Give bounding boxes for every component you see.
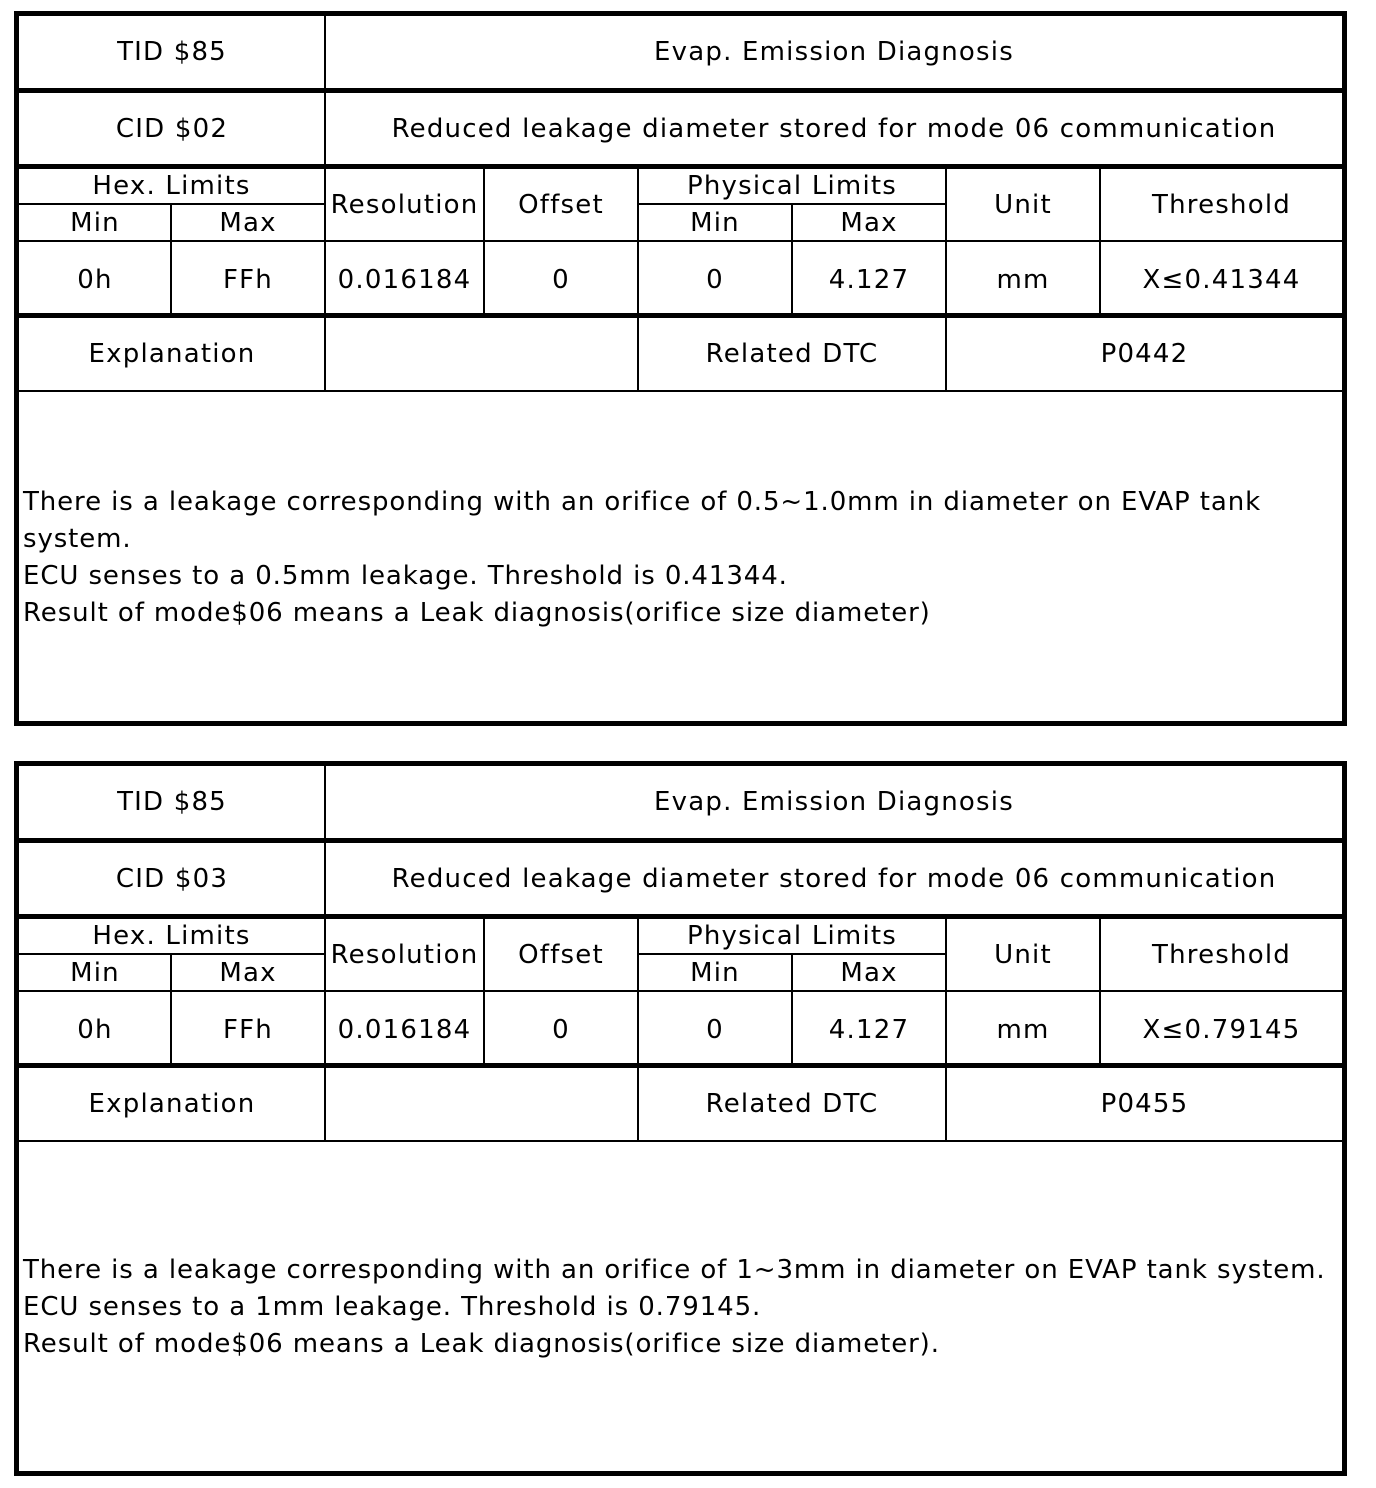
explanation-label: Explanation bbox=[88, 339, 256, 369]
physical-limits-header: Physical Limits bbox=[686, 921, 898, 951]
resolution-value: 0.016184 bbox=[337, 1015, 472, 1045]
cid-description: Reduced leakage diameter stored for mode 06 communication bbox=[391, 113, 1277, 144]
offset-value: 0 bbox=[552, 265, 570, 295]
hex-max-value: FFh bbox=[223, 265, 273, 295]
offset-header: Offset bbox=[518, 189, 604, 220]
limits-block bbox=[19, 919, 1342, 1068]
related-dtc-value: P0442 bbox=[1100, 339, 1189, 369]
hex-min-value: 0h bbox=[77, 265, 113, 295]
explanation-text: There is a leakage corresponding with an orifice of 0.5~1.0mm in diameter on EVAP tank system. ECU senses to a 0.5mm leakage. Threshold is 0.41344. Result of mode$06 means a Leak diagnosis(orifice size diameter) bbox=[23, 487, 1262, 628]
hex-limits-header: Hex. Limits bbox=[92, 921, 251, 951]
hex-max-header: Max bbox=[219, 207, 277, 238]
hex-min-header: Min bbox=[70, 957, 120, 988]
diagnosis-table-1 bbox=[14, 11, 1347, 726]
explanation-header-row bbox=[19, 1068, 1342, 1140]
hex-max-value: FFh bbox=[223, 1015, 273, 1045]
related-dtc-label: Related DTC bbox=[705, 339, 879, 369]
threshold-value: X≤0.79145 bbox=[1142, 1015, 1301, 1045]
threshold-header: Threshold bbox=[1152, 189, 1291, 220]
offset-value: 0 bbox=[552, 1015, 570, 1045]
physical-limits-header: Physical Limits bbox=[686, 171, 898, 201]
diagnosis-table-2 bbox=[14, 761, 1347, 1476]
offset-header: Offset bbox=[518, 939, 604, 970]
explanation-label: Explanation bbox=[88, 1089, 256, 1119]
cid-description: Reduced leakage diameter stored for mode 06 communication bbox=[391, 863, 1277, 894]
related-dtc-value: P0455 bbox=[1100, 1089, 1189, 1119]
unit-header: Unit bbox=[994, 939, 1052, 970]
explanation-body bbox=[19, 1142, 1342, 1471]
explanation-header-row bbox=[19, 318, 1342, 390]
explanation-text: There is a leakage corresponding with an orifice of 1~3mm in diameter on EVAP tank system. ECU senses to a 1mm leakage. Threshold is 0.79145. Result of mode$06 means a Leak diagnosis(orifice size diameter). bbox=[23, 1255, 1326, 1359]
cid-row bbox=[19, 93, 1342, 164]
phys-min-value: 0 bbox=[706, 265, 724, 295]
tid-label: TID $85 bbox=[117, 787, 227, 817]
related-dtc-label: Related DTC bbox=[705, 1089, 879, 1119]
explanation-body bbox=[19, 392, 1342, 721]
limits-block bbox=[19, 169, 1342, 318]
tid-label: TID $85 bbox=[117, 37, 227, 67]
cid-row bbox=[19, 843, 1342, 914]
hex-min-value: 0h bbox=[77, 1015, 113, 1045]
unit-header: Unit bbox=[994, 189, 1052, 220]
phys-max-header: Max bbox=[840, 957, 898, 988]
hex-limits-header: Hex. Limits bbox=[92, 171, 251, 201]
cid-label: CID $03 bbox=[115, 863, 229, 894]
phys-min-header: Min bbox=[690, 957, 740, 988]
hex-min-header: Min bbox=[70, 207, 120, 238]
phys-min-header: Min bbox=[690, 207, 740, 238]
threshold-header: Threshold bbox=[1152, 939, 1291, 970]
tid-description: Evap. Emission Diagnosis bbox=[654, 37, 1014, 67]
hex-max-header: Max bbox=[219, 957, 277, 988]
phys-max-header: Max bbox=[840, 207, 898, 238]
phys-max-value: 4.127 bbox=[828, 1015, 910, 1045]
threshold-value: X≤0.41344 bbox=[1142, 265, 1301, 295]
cid-label: CID $02 bbox=[115, 113, 229, 144]
phys-min-value: 0 bbox=[706, 1015, 724, 1045]
tid-row bbox=[19, 766, 1342, 838]
unit-value: mm bbox=[996, 265, 1050, 295]
unit-value: mm bbox=[996, 1015, 1050, 1045]
resolution-header: Resolution bbox=[330, 939, 479, 970]
resolution-value: 0.016184 bbox=[337, 265, 472, 295]
tid-row bbox=[19, 16, 1342, 88]
tid-description: Evap. Emission Diagnosis bbox=[654, 787, 1014, 817]
phys-max-value: 4.127 bbox=[828, 265, 910, 295]
resolution-header: Resolution bbox=[330, 189, 479, 220]
